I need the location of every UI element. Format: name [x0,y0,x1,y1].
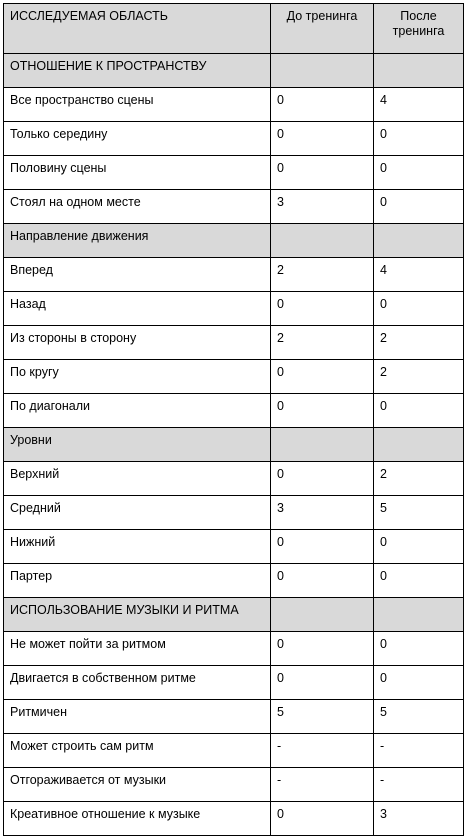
table-row [4,632,464,666]
table-row [4,156,464,190]
row-label: Уровни [4,428,271,462]
row-label: Все пространство сцены [4,88,271,122]
section-row [4,224,464,258]
row-label: Двигается в собственном ритме [4,666,271,700]
row-label: По кругу [4,360,271,394]
value-before [271,598,374,632]
value-before: 0 [271,394,374,428]
row-label: Партер [4,564,271,598]
row-label: Нижний [4,530,271,564]
section-row [4,54,464,88]
value-after: 5 [374,496,464,530]
value-before: 3 [271,496,374,530]
value-after: 0 [374,632,464,666]
value-before: 2 [271,326,374,360]
value-before: 0 [271,802,374,836]
value-after: 4 [374,88,464,122]
row-label: Верхний [4,462,271,496]
value-after [374,54,464,88]
row-label: Вперед [4,258,271,292]
table-row [4,394,464,428]
table-row [4,88,464,122]
value-before [271,224,374,258]
value-after [374,598,464,632]
value-before: 0 [271,360,374,394]
value-after: 0 [374,394,464,428]
row-label: Стоял на одном месте [4,190,271,224]
row-label: Может строить сам ритм [4,734,271,768]
table-row [4,360,464,394]
value-before: - [271,768,374,802]
value-before: 5 [271,700,374,734]
value-after: 4 [374,258,464,292]
value-before: 0 [271,88,374,122]
value-after [374,428,464,462]
row-label: Направление движения [4,224,271,258]
value-before: 0 [271,666,374,700]
value-after: 2 [374,462,464,496]
table-row [4,768,464,802]
value-before [271,54,374,88]
header-before: До тренинга [271,4,374,54]
header-row [4,4,464,54]
header-after: После тренинга [374,4,464,54]
value-after: 0 [374,666,464,700]
value-before: - [271,734,374,768]
row-label: Половину сцены [4,156,271,190]
row-label: ОТНОШЕНИЕ К ПРОСТРАНСТВУ [4,54,271,88]
section-row [4,598,464,632]
value-after: 5 [374,700,464,734]
row-label: Креативное отношение к музыке [4,802,271,836]
value-before: 2 [271,258,374,292]
value-before: 0 [271,632,374,666]
data-table [3,3,464,836]
value-before: 0 [271,462,374,496]
row-label: Средний [4,496,271,530]
row-label: По диагонали [4,394,271,428]
table-row [4,666,464,700]
table-row [4,734,464,768]
row-label: Не может пойти за ритмом [4,632,271,666]
table-row [4,700,464,734]
value-after: 2 [374,360,464,394]
value-after: 0 [374,190,464,224]
table-header [4,4,464,54]
value-before: 3 [271,190,374,224]
table-row [4,802,464,836]
value-after: 0 [374,156,464,190]
value-after: 0 [374,122,464,156]
row-label: Только середину [4,122,271,156]
header-area: ИССЛЕДУЕМАЯ ОБЛАСТЬ [4,4,271,54]
value-before: 0 [271,292,374,326]
row-label: Назад [4,292,271,326]
value-before: 0 [271,156,374,190]
value-after: - [374,734,464,768]
table-row [4,462,464,496]
table-row [4,292,464,326]
section-row [4,428,464,462]
value-after [374,224,464,258]
value-before [271,428,374,462]
table-row [4,190,464,224]
value-before: 0 [271,564,374,598]
table-row [4,258,464,292]
table-row [4,496,464,530]
value-after: 3 [374,802,464,836]
value-after: 0 [374,530,464,564]
row-label: Из стороны в сторону [4,326,271,360]
row-label: Отгораживается от музыки [4,768,271,802]
table-row [4,530,464,564]
table-row [4,564,464,598]
value-after: 0 [374,564,464,598]
value-before: 0 [271,122,374,156]
value-before: 0 [271,530,374,564]
row-label: Ритмичен [4,700,271,734]
table-row [4,326,464,360]
value-after: 2 [374,326,464,360]
value-after: 0 [374,292,464,326]
table-row [4,122,464,156]
value-after: - [374,768,464,802]
row-label: ИСПОЛЬЗОВАНИЕ МУЗЫКИ И РИТМА [4,598,271,632]
table-body [4,54,464,836]
